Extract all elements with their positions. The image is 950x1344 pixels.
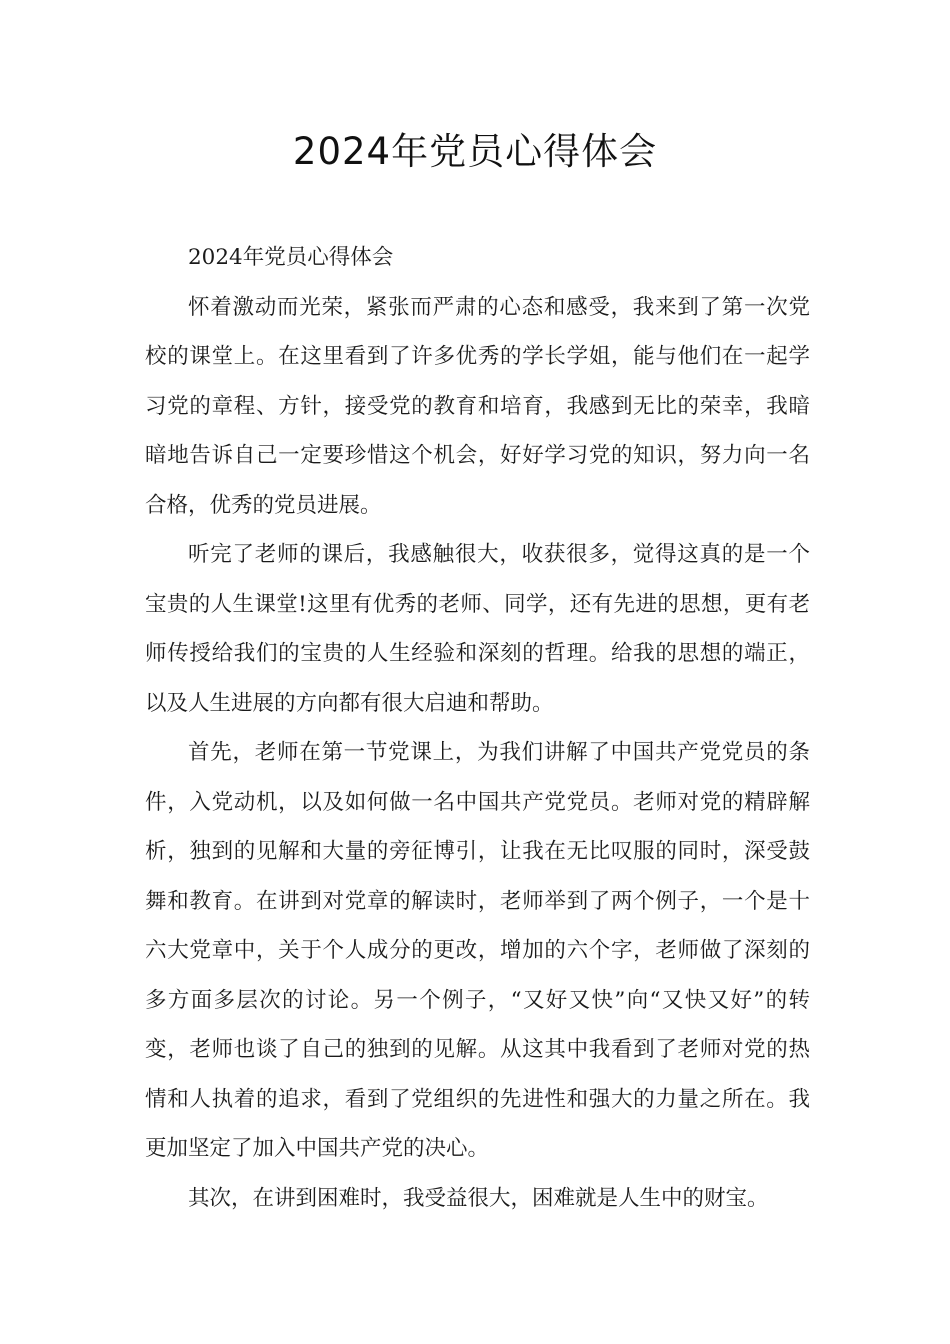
paragraph: 怀着激动而光荣，紧张而严肃的心态和感受，我来到了第一次党校的课堂上。在这里看到了许多优秀的学长学姐，能与他们在一起学习党的章程、方针，接受党的教育和培育，我感到无比的荣幸，我暗暗地告诉自己一定要珍惜这个机会，好好学习党的知识，努力向一名合格，优秀的党员进展。 — [145, 294, 810, 518]
paragraph-subtitle: 2024年党员心得体会 — [188, 245, 394, 270]
document-title: 2024年党员心得体会 — [292, 130, 658, 173]
paragraph: 首先，老师在第一节党课上，为我们讲解了中国共产党党员的条件，入党动机，以及如何做一名中国共产党党员。老师对党的精辟解析，独到的见解和大量的旁征博引，让我在无比叹服的同时，深受鼓舞和教育。在讲到对党章的解读时，老师举到了两个例子，一个是十六大党章中，关于个人成分的更改，增加的六个字，老师做了深刻的多方面多层次的讨论。另一个例子，“又好又快”向“又快又好”的转变，老师也谈了自己的独到的见解。从这其中我看到了老师对党的热情和人执着的追求，看到了党组织的先进性和强大的力量之所在。我更加坚定了加入中国共产党的决心。 — [145, 740, 810, 1161]
paragraph: 听完了老师的课后，我感触很大，收获很多，觉得这真的是一个宝贵的人生课堂!这里有优秀的老师、同学，还有先进的思想，更有老师传授给我们的宝贵的人生经验和深刻的哲理。给我的思想的端正，以及人生进展的方向都有很大启迪和帮助。 — [145, 542, 810, 716]
document-body — [145, 233, 810, 1223]
paragraph: 其次，在讲到困难时，我受益很大，困难就是人生中的财宝。 — [188, 1185, 769, 1211]
